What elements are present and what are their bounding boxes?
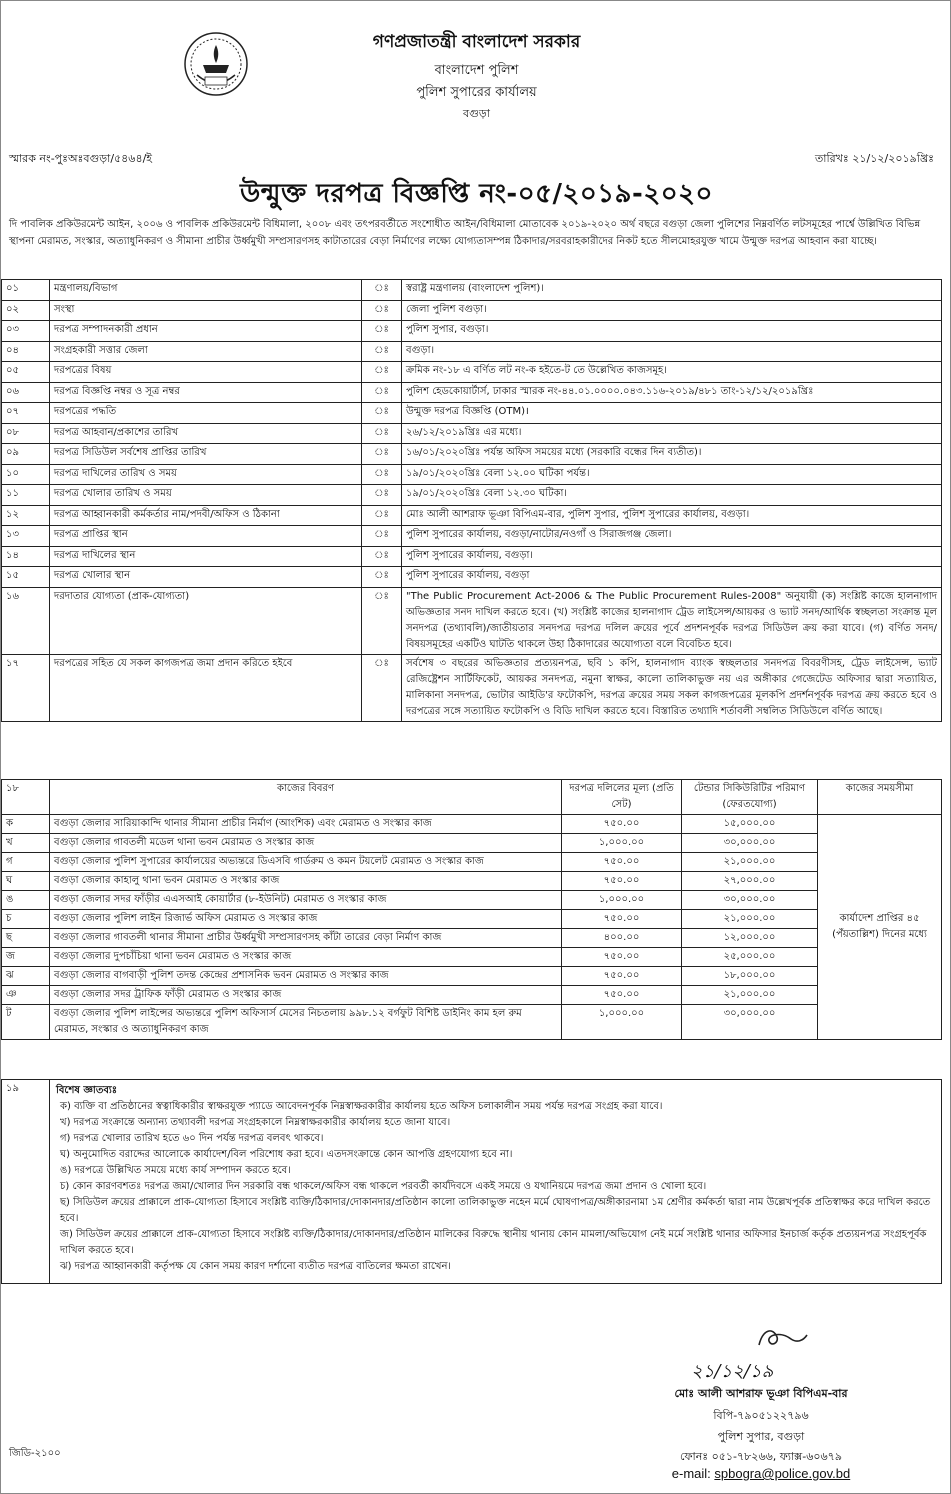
info-row-label: দরপত্র দাখিলের তারিখ ও সময়	[50, 464, 362, 485]
notes-list	[56, 1099, 935, 1275]
info-row	[2, 567, 942, 588]
works-description: বগুড়া জেলার সদর ট্রাফিক ফাঁড়ী মেরামত ও সংস্কার কাজ	[50, 986, 562, 1005]
works-lot: চ	[2, 910, 50, 929]
info-row-colon: ঃ	[362, 423, 402, 444]
signature-scribble	[751, 1323, 811, 1353]
works-description: বগুড়া জেলার পুলিশ সুপারের কার্যালয়ের অভ্যন্তরে ডিএসবি গার্ডরুম ও কমন টয়লেট মেরামত ও সংস্কার কাজ	[50, 853, 562, 872]
note-item: ঙ) দরপত্রে উল্লিখিত সময়ে মধ্যে কার্য সম্পাদন করতে হবে।	[60, 1165, 291, 1176]
info-row	[2, 300, 942, 321]
note-item: ঘ) অনুমোদিত বরাদ্দের আলোকে কার্যাদেশ/বিল পরিশোধ করা হবে। এতদসংক্রান্তে কোন আপত্তি গ্রহণযোগ্য হবে না।	[60, 1149, 513, 1160]
works-description: বগুড়া জেলার গাবতলী থানার সীমানা প্রাচীর উর্ধ্বমুখী সম্প্রসারণসহ কাঁটা তারের বেড়া নির্মাণ কাজ	[50, 929, 562, 948]
works-price: ৭৫০.০০	[562, 967, 682, 986]
memo-reference: স্মারক নং-পুঃঅঃবগুড়া/৫৪৬৪/ই	[9, 152, 153, 165]
info-row-number: ০৪	[2, 341, 50, 362]
info-row	[2, 485, 942, 506]
info-row-label: দরপত্রের বিষয়	[50, 362, 362, 383]
note-item: জ) সিডিউল ক্রয়ের প্রাক্কালে প্রাক-যোগ্যতা হিসাবে সংশ্লিষ্ট ব্যক্তি/ঠিকাদার/দোকানদার/প্রতিষ্ঠান মালিকের বিরুদ্ধে স্থানীয় থানায় কোন মামলা/অভিযোগ নেই মর্মে সংশ্লিষ্ট থানার অফিসার ইনচার্জ কর্তৃক প্রত্যয়নপত্র সংগ্রহপূর্বক দাখিল করতে হবে।	[60, 1229, 927, 1256]
info-row	[2, 464, 942, 485]
works-lot: খ	[2, 834, 50, 853]
special-notes-table	[1, 1079, 942, 1284]
tender-info-table	[1, 279, 942, 722]
works-price: ৪০০.০০	[562, 929, 682, 948]
works-row	[2, 872, 942, 891]
info-row-colon: ঃ	[362, 444, 402, 465]
works-security: ২১,০০০.০০	[682, 853, 818, 872]
note-item: চ) কোন কারণবশতঃ দরপত্র জমা/খোলার দিন সরকারি বন্ধ থাকলে/অফিস বন্ধ থাকলে পরবর্তী কার্যদিবসে একই সময়ে ও যথানিয়মে দরপত্র জমা প্রদান ও খোলা হবে।	[60, 1181, 707, 1192]
works-header-security: টেন্ডার সিকিউরিটির পরিমাণ (ফেরতযোগ্য)	[682, 780, 818, 815]
signatory-bp-number: বিপি-৭৯০৫১২২৭৯৬	[713, 1409, 809, 1422]
works-price: ৭৫০.০০	[562, 948, 682, 967]
works-price: ১,০০০.০০	[562, 834, 682, 853]
info-row-colon: ঃ	[362, 587, 402, 654]
info-row-number: ০৫	[2, 362, 50, 383]
signatory-email	[601, 1466, 921, 1481]
info-row-label: সংগ্রহকারী সত্তার জেলা	[50, 341, 362, 362]
info-row-number: ০৩	[2, 321, 50, 342]
info-row	[2, 505, 942, 526]
works-price: ১,০০০.০০	[562, 891, 682, 910]
info-row-value: ২৬/১২/২০১৯খ্রিঃ এর মধ্যে।	[402, 423, 942, 444]
info-row-value: উন্মুক্ত দরপত্র বিজ্ঞপ্তি (OTM)।	[402, 403, 942, 424]
note-item: খ) দরপত্র সংক্রান্তে অন্যান্য তথ্যাবলী দরপত্র সংগ্রহকালে নিম্নস্বাক্ষরকারীর কার্যালয় হতে জানা যাবে।	[60, 1117, 451, 1128]
info-row-number: ০৯	[2, 444, 50, 465]
works-header-description: কাজের বিবরণ	[50, 780, 562, 815]
info-row-value: "The Public Procurement Act-2006 & The Public Procurement Rules-2008" অনুযায়ী (ক) সংশ্লিষ্ট কাজে হালনাগাদ অভিজ্ঞতার সনদ দাখিল করতে হবে। (খ) সংশ্লিষ্ট কাজের হালনাগাদ ট্রেড লাইসেন্স/আয়কর ও ভ্যাট সনদ/আর্থিক স্বচ্ছলতা সংক্রান্ত মূল সনদপত্র (তথ্যাবলি)/জাতীয়তার সনদপত্র দরপত্র দলিল ক্রয়ের পূর্বে প্রদশনপূর্বক দরপত্র সিডিউল ক্রয় করা যাবে। (গ) বর্ণিত সনদ/বিষয়সমূহের একটিও ঘাটতি থাকলে উহা ঠিকাদারের অযোগ্যতা বলে বিবেচিত হবে।	[402, 587, 942, 654]
works-security: ১৮,০০০.০০	[682, 967, 818, 986]
works-security: ১৫,০০০.০০	[682, 815, 818, 834]
info-row-label: দরপত্র খোলার তারিখ ও সময়	[50, 485, 362, 506]
works-row	[2, 948, 942, 967]
works-row	[2, 891, 942, 910]
works-header-row	[2, 780, 942, 815]
works-security: ২১,০০০.০০	[682, 986, 818, 1005]
works-table	[1, 779, 942, 1040]
works-header-price: দরপত্র দলিলের মূল্য (প্রতি সেট)	[562, 780, 682, 815]
info-row	[2, 403, 942, 424]
info-row	[2, 526, 942, 547]
works-security: ২৭,০০০.০০	[682, 872, 818, 891]
info-row-colon: ঃ	[362, 505, 402, 526]
works-lot: ঞ	[2, 986, 50, 1005]
government-title: গণপ্রজাতন্ত্রী বাংলাদেশ সরকার	[372, 32, 581, 52]
works-lot: ঙ	[2, 891, 50, 910]
info-row-value: ১৬/০১/২০২০খ্রিঃ পর্যন্ত অফিস সময়ের মধ্যে (সরকারি বন্ধের দিন ব্যতীত)।	[402, 444, 942, 465]
info-row-label: দরপত্র আহবান/প্রকাশের তারিখ	[50, 423, 362, 444]
signatory-post: পুলিশ সুপার, বগুড়া	[717, 1430, 805, 1443]
works-security: ৩০,০০০.০০	[682, 1005, 818, 1040]
info-row-colon: ঃ	[362, 341, 402, 362]
works-security: ১২,০০০.০০	[682, 929, 818, 948]
info-row-value: পুলিশ সুপার, বগুড়া।	[402, 321, 942, 342]
info-row-number: ১৪	[2, 546, 50, 567]
info-row-label: দরপত্র বিজ্ঞপ্তি নম্বর ও সূত্র নম্বর	[50, 382, 362, 403]
works-price: ৭৫০.০০	[562, 853, 682, 872]
info-row-label: দরপত্র সিডিউল সর্বশেষ প্রাপ্তির তারিখ	[50, 444, 362, 465]
works-price: ৭৫০.০০	[562, 986, 682, 1005]
info-row-number: ১৩	[2, 526, 50, 547]
info-row-colon: ঃ	[362, 403, 402, 424]
works-row	[2, 910, 942, 929]
signature-date: ২১/১২/১৯	[691, 1361, 774, 1382]
works-price: ৭৫০.০০	[562, 872, 682, 891]
works-security: ৩০,০০০.০০	[682, 834, 818, 853]
works-lot: ঝ	[2, 967, 50, 986]
info-row-label: দরপত্র প্রাপ্তির স্থান	[50, 526, 362, 547]
info-row-label: দরপত্রের পদ্ধতি	[50, 403, 362, 424]
info-row-label: সংস্থা	[50, 300, 362, 321]
info-row-number: ১১	[2, 485, 50, 506]
works-lot: ঘ	[2, 872, 50, 891]
info-row-colon: ঃ	[362, 546, 402, 567]
info-row	[2, 280, 942, 301]
info-row-colon: ঃ	[362, 382, 402, 403]
info-row-colon: ঃ	[362, 567, 402, 588]
info-row-value: ১৯/০১/২০২০খ্রিঃ বেলা ১২.৩০ ঘটিকা।	[402, 485, 942, 506]
works-price: ৭৫০.০০	[562, 815, 682, 834]
info-row-value: বগুড়া।	[402, 341, 942, 362]
info-row-number: ১৫	[2, 567, 50, 588]
gd-number: জিডি-২১০০	[9, 1448, 61, 1459]
info-row-value: ক্রমিক নং-১৮ এ বর্ণিত লট নং-ক হইতে-ট তে উল্লেখিত কাজসমূহ।	[402, 362, 942, 383]
info-row-value: সর্বশেষ ৩ বছরের অভিজ্ঞতার প্রত্যয়নপত্র, ছবি ১ কপি, হালনাগাদ ব্যাংক স্বচ্ছলতার সনদপত্র বিবরণীসহ, ট্রেড লাইসেন্স, ভ্যাট রেজিষ্ট্রেশন সার্টিফিকেট, আয়কর সনদপত্র, নমুনা স্বাক্ষর, কালো তালিকাভুক্ত নয় এর অঙ্গীকার গেজেটেড অফিসার দ্বারা সত্যায়িত, মালিকানা সনদপত্র, ভোটার আইডি'র ফটোকপি, দরপত্র ক্রয়ের সময় সকল কাগজপত্রের মূলকপি প্রদর্শনপূর্বক দরপত্র ক্রয় করতে হবে ও দরপত্রের সঙ্গে সত্যায়িত ফটোকপি ও বিডি দাখিল করতে হবে। বিস্তারিত তথ্যাদি শর্তাবলী সম্বলিত সিডিউলে বর্ণিত আছে।	[402, 654, 942, 721]
notice-title: উন্মুক্ত দরপত্র বিজ্ঞপ্তি নং-০৫/২০১৯-২০২০	[240, 179, 713, 209]
works-row	[2, 815, 942, 834]
info-row-colon: ঃ	[362, 280, 402, 301]
works-description: বগুড়া জেলার বাগবাড়ী পুলিশ তদন্ত কেন্দ্রের প্রশাসনিক ভবন মেরামত ও সংস্কার কাজ	[50, 967, 562, 986]
info-row-colon: ঃ	[362, 526, 402, 547]
info-row	[2, 546, 942, 567]
info-row-value: পুলিশ সুপারের কার্যালয়, বগুড়া।	[402, 546, 942, 567]
works-description: বগুড়া জেলার সারিয়াকান্দি থানার সীমানা প্রাচীর নির্মাণ (আংশিক) এবং মেরামত ও সংস্কার কাজ	[50, 815, 562, 834]
info-row-value: স্বরাষ্ট্র মন্ত্রণালয় (বাংলাদেশ পুলিশ)।	[402, 280, 942, 301]
info-row-number: ১৬	[2, 587, 50, 654]
works-header-time: কাজের সময়সীমা	[818, 780, 942, 815]
info-row-colon: ঃ	[362, 464, 402, 485]
info-row	[2, 321, 942, 342]
works-security: ২৫,০০০.০০	[682, 948, 818, 967]
notes-row	[2, 1080, 942, 1284]
info-row-value: পুলিশ সুপারের কার্যালয়, বগুড়া	[402, 567, 942, 588]
info-row	[2, 654, 942, 721]
works-description: বগুড়া জেলার সদর ফাঁড়ীর এএসআই কোয়ার্টার (৮-ইউনিট) মেরামত ও সংস্কার কাজ	[50, 891, 562, 910]
info-row-colon: ঃ	[362, 300, 402, 321]
signatory-name: মোঃ আলী আশরাফ ভূঞা বিপিএম-বার	[674, 1387, 848, 1400]
info-row-value: মোঃ আলী আশরাফ ভূঞা বিপিএম-বার, পুলিশ সুপার, পুলিশ সুপারের কার্যালয়, বগুড়া।	[402, 505, 942, 526]
works-description: বগুড়া জেলার পুলিশ লাইন্সের অভ্যন্তরে পুলিশ অফিসার্স মেসের নিচতলায় ৯৯৮.১২ বর্গফুট বিশিষ্ট ডাইনিং কাম হল রুম মেরামত, সংস্কার ও অত্যাধুনিকরণ কাজ	[50, 1005, 562, 1040]
works-price: ১,০০০.০০	[562, 1005, 682, 1040]
info-row-colon: ঃ	[362, 654, 402, 721]
signatory-phone: ফোনঃ ০৫১-৭৮২৬৬, ফ্যাক্স-৬০৬৭৯	[680, 1450, 842, 1463]
intro-paragraph: দি পাবলিক প্রকিউরমেন্ট আইন, ২০০৬ ও পাবলিক প্রকিউরমেন্ট বিধিমালা, ২০০৮ এবং তৎপরবর্তীতে সংশোধীত আইন/বিধিমালা মোতাবেক ২০১৯-২০২০ অর্থ বছরে বগুড়া জেলা পুলিশের নিম্নবর্ণিত লটসমূহের পার্শ্বে উল্লিখিত বিভিন্ন স্থাপনা মেরামত, সংস্কার, অত্যাধুনিকরণ ও সীমানা প্রাচীর উর্ধ্বমুখী সম্প্রসারণসহ কাটাতারের বেড়া নির্মাণের লক্ষ্যে যোগ্যতাসম্পন্ন ঠিকাদার/সরবরাহকারীদের নিকট হতে সীলমোহরযুক্ত খামে উন্মুক্ত দরপত্র আহবান করা যাচ্ছে।	[9, 219, 921, 247]
works-row	[2, 853, 942, 872]
works-security: ২১,০০০.০০	[682, 910, 818, 929]
info-row-label: দরদাতার যোগ্যতা (প্রাক-যোগ্যতা)	[50, 587, 362, 654]
info-row-colon: ঃ	[362, 321, 402, 342]
works-lot: জ	[2, 948, 50, 967]
info-row-number: ১৭	[2, 654, 50, 721]
works-row	[2, 967, 942, 986]
works-lot: গ	[2, 853, 50, 872]
info-row-number: ০৬	[2, 382, 50, 403]
info-row-number: ১২	[2, 505, 50, 526]
info-row-label: দরপত্র আহ্বানকারী কর্মকর্তার নাম/পদবী/অফিস ও ঠিকানা	[50, 505, 362, 526]
works-row	[2, 834, 942, 853]
works-row-number: ১৮	[2, 780, 50, 815]
info-row-value: পুলিশ হেডকোয়ার্টার্স, ঢাকার স্মারক নং-৪৪.০১.০০০০.০৪৩.১১৬-২০১৯/৪৮১ তাং-১২/১২/২০১৯খ্রিঃ	[402, 382, 942, 403]
note-item: ক) ব্যক্তি বা প্রতিষ্ঠানের স্বত্বাধিকারীর স্বাক্ষরযুক্ত প্যাডে আবেদনপূর্বক নিম্নস্বাক্ষরকারীর কার্যালয় হতে অফিস চলাকালীন সময় পর্যন্ত দরপত্র সংগ্রহ করা যাবে।	[60, 1101, 663, 1112]
works-description: বগুড়া জেলার গাবতলী মডেল থানা ভবন মেরামত ও সংস্কার কাজ	[50, 834, 562, 853]
info-row-label: দরপত্রের সহিত যে সকল কাগজপত্র জমা প্রদান করিতে হইবে	[50, 654, 362, 721]
info-row-number: ০২	[2, 300, 50, 321]
notes-heading: বিশেষ জ্ঞাতব্যঃ	[56, 1085, 118, 1096]
works-row	[2, 986, 942, 1005]
notes-row-number: ১৯	[2, 1080, 50, 1284]
works-lot: ট	[2, 1005, 50, 1040]
info-row	[2, 362, 942, 383]
info-row-value: পুলিশ সুপারের কার্যালয়, বগুড়া/নাটোর/নওগাঁ ও সিরাজগঞ্জ জেলা।	[402, 526, 942, 547]
info-row	[2, 341, 942, 362]
works-row	[2, 929, 942, 948]
email-link[interactable]: spbogra@police.gov.bd	[714, 1466, 851, 1481]
info-row	[2, 423, 942, 444]
info-row-label: দরপত্র দাখিলের স্থান	[50, 546, 362, 567]
works-row	[2, 1005, 942, 1040]
works-description: বগুড়া জেলার দুপচাঁচিয়া থানা ভবন মেরামত ও সংস্কার কাজ	[50, 948, 562, 967]
note-item: ঝ) দরপত্র আহ্বানকারী কর্তৃপক্ষ যে কোন সময় কারণ দর্শানো ব্যতীত দরপত্র বাতিলের ক্ষমতা রাখেন।	[60, 1261, 451, 1272]
info-row	[2, 444, 942, 465]
info-row-label: দরপত্র খোলার স্থান	[50, 567, 362, 588]
info-row-value: জেলা পুলিশ বগুড়া।	[402, 300, 942, 321]
info-row-number: ০৭	[2, 403, 50, 424]
email-label: e-mail:	[671, 1466, 715, 1481]
notes-body	[50, 1080, 942, 1284]
info-row-number: ০১	[2, 280, 50, 301]
info-row-label: মন্ত্রণালয়/বিভাগ	[50, 280, 362, 301]
info-row-number: ০৮	[2, 423, 50, 444]
info-row	[2, 382, 942, 403]
info-row	[2, 587, 942, 654]
works-price: ৭৫০.০০	[562, 910, 682, 929]
note-item: গ) দরপত্র খোলার তারিখ হতে ৬০ দিন পর্যন্ত দরপত্র বলবৎ থাকবে।	[60, 1133, 324, 1144]
info-row-colon: ঃ	[362, 485, 402, 506]
works-lot: ছ	[2, 929, 50, 948]
department-title: বাংলাদেশ পুলিশ	[434, 63, 519, 78]
info-row-value: ১৯/০১/২০২০খ্রিঃ বেলা ১২.০০ ঘটিকা পর্যন্ত।	[402, 464, 942, 485]
memo-date: তারিখঃ ২১/১২/২০১৯খ্রিঃ	[815, 152, 934, 165]
note-item: ছ) সিডিউল ক্রয়ের প্রাক্কালে প্রাক-যোগ্যতা হিসাবে সংশ্লিষ্ট ব্যক্তি/ঠিকাদার/দোকানদার/প্রতিষ্ঠান কালো তালিকাভুক্ত নহেন মর্মে ঘোষণাপত্র/অঙ্গীকারনামা ১ম শ্রেণীর কর্মকর্তা দ্বারা নাম উল্লেখপূর্বক প্রতিস্বাক্ষর করে দাখিল করতে হবে।	[60, 1197, 931, 1224]
info-row-label: দরপত্র সম্পাদনকারী প্রধান	[50, 321, 362, 342]
works-lot: ক	[2, 815, 50, 834]
district-title: বগুড়া	[463, 107, 490, 120]
office-title: পুলিশ সুপারের কার্যালয়	[416, 85, 537, 100]
info-row-number: ১০	[2, 464, 50, 485]
works-description: বগুড়া জেলার পুলিশ লাইন রিজার্ভ অফিস মেরামত ও সংস্কার কাজ	[50, 910, 562, 929]
works-description: বগুড়া জেলার কাহালু থানা ভবন মেরামত ও সংস্কার কাজ	[50, 872, 562, 891]
works-security: ৩০,০০০.০০	[682, 891, 818, 910]
works-time-limit: কার্যাদেশ প্রাপ্তির ৪৫ (পঁয়তাল্লিশ) দিনের মধ্যে	[818, 815, 942, 1040]
info-row-colon: ঃ	[362, 362, 402, 383]
